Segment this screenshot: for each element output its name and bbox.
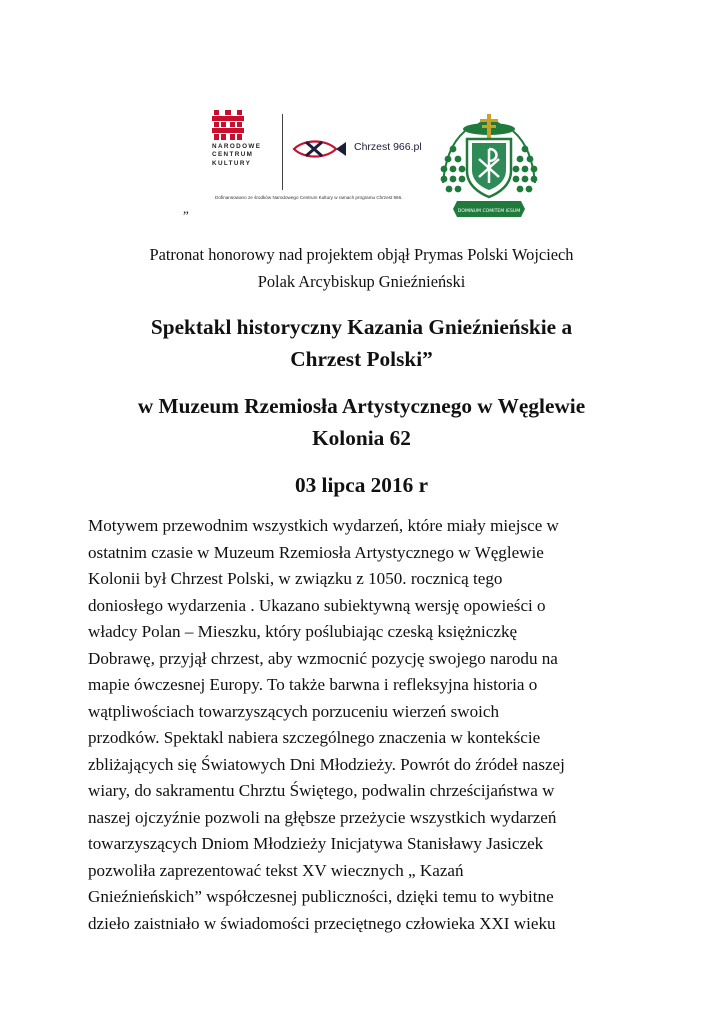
- body-line: przodków. Spektakl nabiera szczególnego znaczenia w kontekście: [88, 728, 541, 747]
- nck-logo-line: CENTRUM: [212, 151, 254, 159]
- body-paragraph: [88, 513, 633, 937]
- nck-logo-text: [212, 143, 276, 168]
- funding-note: Dofinansowano ze środków Narodowego Centrum Kultury w ramach programu Chrzest 966.: [215, 195, 403, 200]
- archbishop-coat-of-arms-icon: [439, 113, 539, 221]
- body-line: wiary, do sakramentu Chrztu Świętego, podwalin chrześcijaństwa w: [88, 781, 555, 800]
- stray-quote-mark: ”: [183, 208, 189, 223]
- nck-logo: [212, 110, 276, 168]
- body-line: towarzyszących Dniom Młodzieży Inicjatywa Stanisławy Jasiczek: [88, 834, 544, 853]
- event-title-line: Chrzest Polski”: [290, 347, 433, 371]
- body-line: pozwoliła zaprezentować tekst XV wiecznych „ Kazań: [88, 860, 464, 880]
- body-line: mapie ówczesnej Europy. To także barwna i refleksyjna historia o: [88, 675, 538, 694]
- body-line: ostatnim czasie w Muzeum Rzemiosła Artystycznego w Węglewie: [88, 542, 544, 562]
- body-line: Motywem przewodnim wszystkich wydarzeń, które miały miejsce w: [88, 516, 559, 535]
- nck-castle-icon: [212, 110, 244, 140]
- body-line: Dobrawę, przyjął chrzest, aby wzmocnić pozycję swojego narodu na: [88, 648, 558, 668]
- patronage-line: Patronat honorowy nad projektem objął Prymas Polski Wojciech: [149, 245, 574, 264]
- nck-logo-line: NARODOWE: [212, 143, 262, 150]
- event-title-line: Spektakl historyczny Kazania Gnieźnieńskie a: [150, 315, 573, 339]
- patronage-line: Polak Arcybiskup Gnieźnieński: [257, 272, 466, 291]
- body-line: dzieło zaistniało w świadomości przeciętnego człowieka XXI wieku: [88, 913, 556, 933]
- event-date: 03 lipca 2016 r: [294, 473, 429, 497]
- body-line: Gnieźnieńskich” współczesnej publiczności, dzięki temu to wybitne: [88, 887, 554, 906]
- body-line: władcy Polan – Mieszku, który poślubiając czeską księżniczkę: [88, 622, 518, 641]
- patronage-statement: [90, 241, 633, 295]
- event-venue-line: Kolonia 62: [312, 426, 411, 450]
- body-line: zbliżających się Światowych Dni Młodzieży. Powrót do źródeł naszej: [88, 754, 565, 774]
- body-line: wątpliwościach towarzyszących porzuceniu wierzeń swoich: [88, 701, 500, 721]
- chrzest-966-logo-text: Chrzest 966.pl: [354, 141, 422, 153]
- event-title: [60, 311, 663, 375]
- coat-motto: DOMINUM COMITEM IESUM: [457, 209, 521, 214]
- body-line: doniosłego wydarzenia . Ukazano subiektywną wersję opowieści o: [88, 595, 546, 615]
- body-line: Kolonii był Chrzest Polski, w związku z 1050. rocznicą tego: [88, 569, 503, 588]
- event-venue-line: w Muzeum Rzemiosła Artystycznego w Węglewie: [137, 394, 586, 418]
- chi-rho-fish-icon: [292, 138, 348, 160]
- body-line: naszej ojczyźnie pozwoli na głębsze przeżycie wszystkich wydarzeń: [88, 807, 557, 827]
- logo-divider: [282, 114, 283, 190]
- event-venue: [60, 390, 663, 454]
- nck-logo-line: KULTURY: [212, 159, 252, 167]
